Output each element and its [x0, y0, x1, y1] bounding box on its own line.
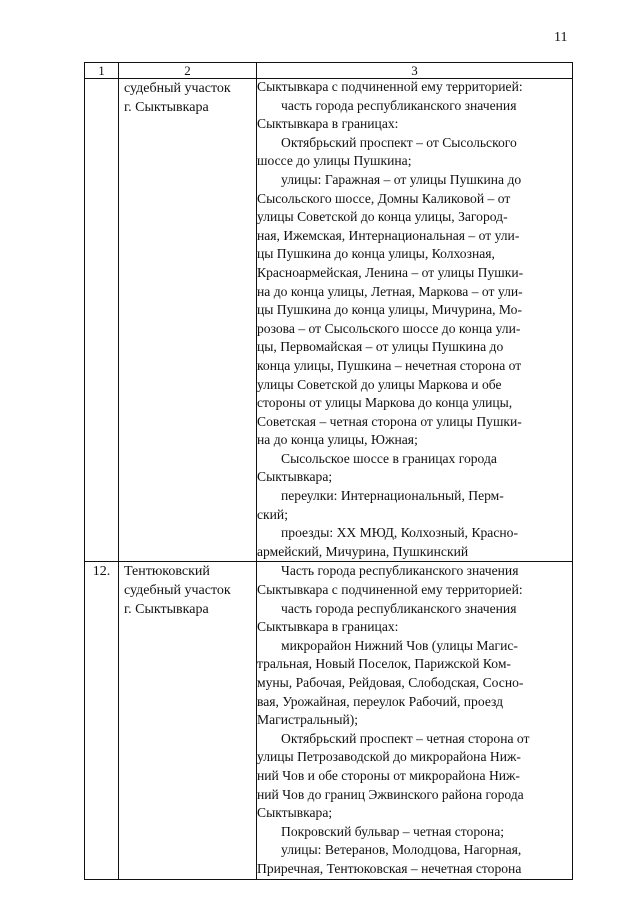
territory-description [257, 79, 573, 562]
court-districts-table [84, 62, 573, 880]
table-row [85, 79, 573, 562]
court-name-cell [119, 79, 257, 562]
description-line: тральная, Новый Поселок, Парижской Ком- [257, 656, 511, 672]
description-line: улицы Советской до улицы Маркова и обе [257, 376, 502, 392]
table-header-row [85, 63, 573, 79]
description-line: цы, Первомайская – от улицы Пушкина до [257, 339, 504, 355]
description-line: стороны от улицы Маркова до конца улицы, [257, 395, 513, 411]
description-line: розова – от Сысольского шоссе до конца ули- [257, 320, 521, 336]
description-line: Приречная, Тентюковская – нечетная сторона [257, 860, 522, 876]
description-line: цы Пушкина до конца улицы, Мичурина, Мо- [257, 302, 522, 318]
description-line: улицы Петрозаводской до микрорайона Ниж- [257, 749, 521, 765]
description-line: цы Пушкина до конца улицы, Колхозная, [257, 246, 495, 262]
row-number [85, 79, 119, 562]
description-line: ский; [257, 506, 288, 522]
description-line: на до конца улицы, Летная, Маркова – от ули- [257, 283, 523, 299]
description-line: Сыктывкара с подчиненной ему территорией: [257, 582, 523, 598]
description-line: муны, Рабочая, Рейдовая, Слободская, Сосно- [257, 675, 524, 690]
description-line: Сыктывкара в границах: [257, 619, 399, 635]
court-name-line: г. Сыктывкара [124, 100, 209, 115]
territory-description [257, 562, 573, 879]
description-line: шоссе до улицы Пушкина; [257, 153, 412, 169]
description-line: ний Чов и обе стороны от микрорайона Ниж- [257, 767, 520, 783]
description-line: улицы Советской до конца улицы, Загород- [257, 209, 508, 225]
description-line: Сыктывкара в границах: [257, 116, 399, 132]
description-line: Сыктывкара; [257, 469, 333, 485]
description-line: Магистральный); [257, 712, 359, 728]
row-number: 12. [85, 562, 119, 879]
header-col-1: 1 [85, 63, 119, 79]
court-name-line: судебный участок [124, 583, 231, 599]
table-row [85, 562, 573, 879]
description-line: ний Чов до границ Эжвинского района города [257, 786, 524, 802]
description-line: Часть города республиканского значения [281, 563, 519, 579]
header-col-3: 3 [257, 63, 573, 79]
description-line: Октябрьский проспект – от Сысольского [281, 134, 517, 150]
description-line: Советская – четная сторона от улицы Пушки- [257, 413, 522, 429]
description-line: микрорайон Нижний Чов (улицы Магис- [281, 637, 518, 653]
description-line: Красноармейская, Ленина – от улицы Пушки- [257, 264, 524, 280]
description-line: улицы: Гаражная – от улицы Пушкина до [281, 171, 522, 187]
description-line: проезды: ХХ МЮД, Колхозный, Красно- [281, 525, 518, 541]
court-name-line: судебный участок [124, 81, 231, 96]
description-line: армейский, Мичурина, Пушкинский [257, 543, 469, 559]
court-name-line: Тентюковский [124, 564, 210, 580]
description-line: Сыктывкара; [257, 805, 333, 821]
description-line: Сысольского шоссе, Домны Каликовой – от [257, 190, 511, 206]
description-line: Покровский бульвар – четная сторона; [281, 823, 505, 839]
header-col-2: 2 [119, 63, 257, 79]
description-line: вая, Урожайная, переулок Рабочий, проезд [257, 693, 504, 709]
page-number: 11 [554, 30, 568, 45]
description-line: Сысольское шоссе в границах города [281, 450, 497, 466]
description-line: на до конца улицы, Южная; [257, 432, 418, 448]
description-line: часть города республиканского значения [281, 97, 517, 113]
description-line: конца улицы, Пушкина – нечетная сторона от [257, 357, 522, 373]
description-line: переулки: Интернациональный, Перм- [281, 488, 504, 504]
description-line: часть города республиканского значения [281, 600, 517, 616]
court-name-cell [119, 562, 257, 879]
description-line: улицы: Ветеранов, Молодцова, Нагорная, [281, 842, 522, 858]
description-line: Октябрьский проспект – четная сторона от [281, 730, 530, 746]
description-line: ная, Ижемская, Интернациональная – от ули- [257, 227, 520, 243]
court-name-line: г. Сыктывкара [124, 602, 209, 618]
description-line: Сыктывкара с подчиненной ему территорией: [257, 79, 523, 94]
